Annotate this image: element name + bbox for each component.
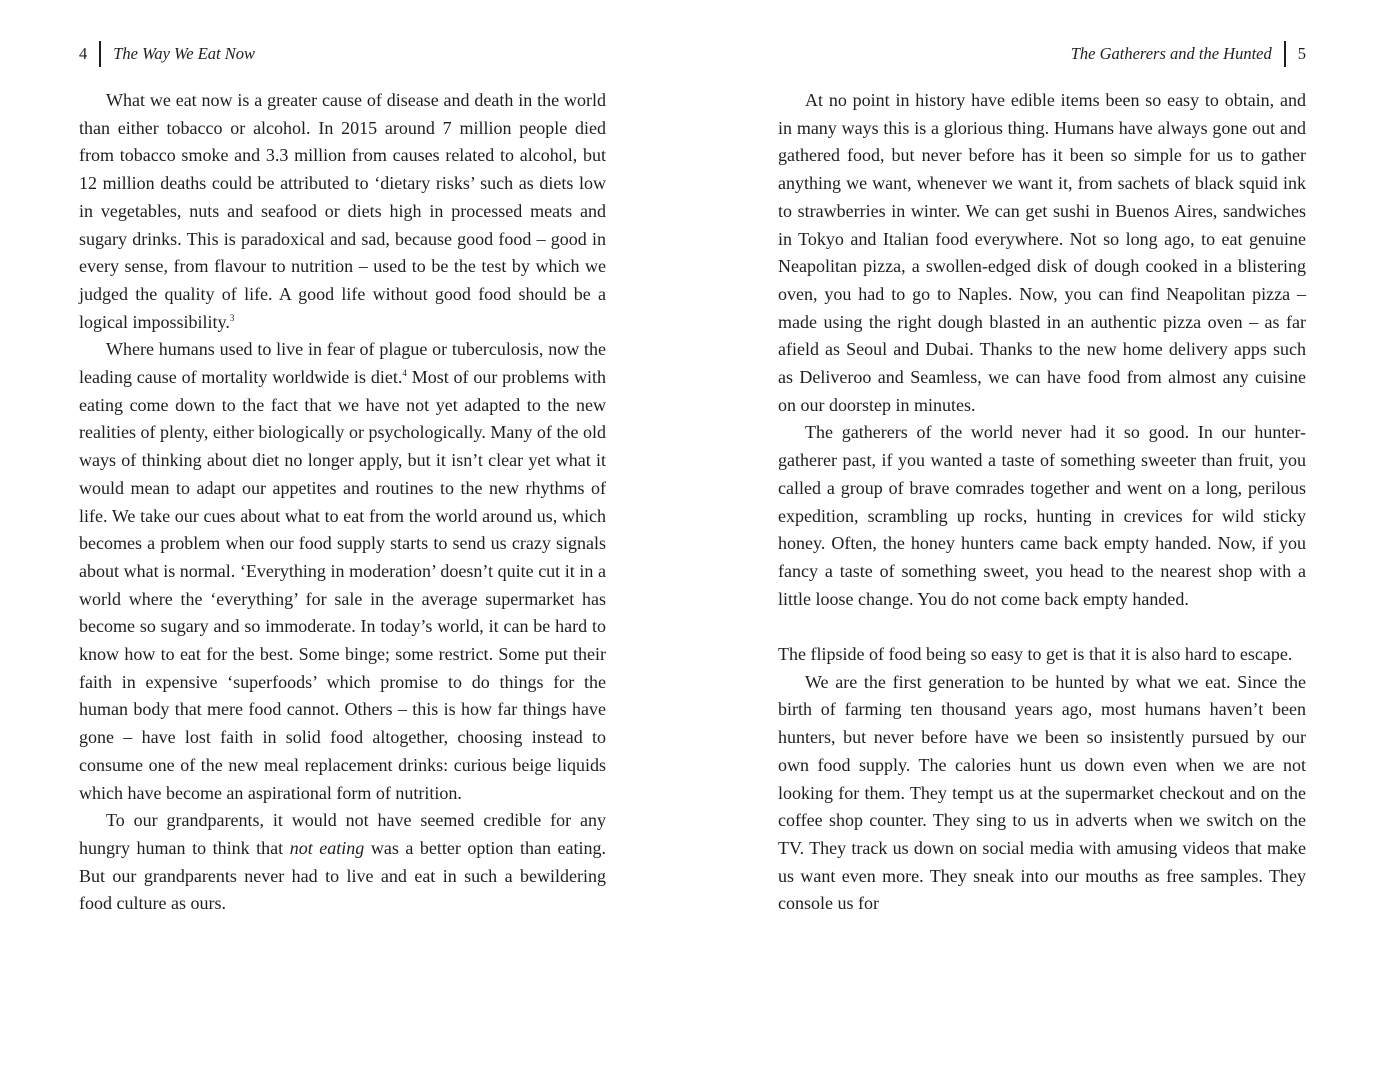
right-page-number: 5 <box>1297 44 1306 63</box>
right-page-body <box>778 87 1306 918</box>
paragraph <box>79 336 606 807</box>
left-running-head <box>79 40 606 68</box>
paragraph-text: Where humans used to live in fear of plague or tuberculosis, now the leading cause of mortality worldwide is diet. <box>79 339 606 388</box>
paragraph: The gatherers of the world never had it so good. In our hunter-gatherer past, if you wanted a taste of something sweeter than fruit, you called a group of brave comrades together and went on a long, perilous expedition, scrambling up rocks, hunting in crevices for wild sticky honey. Often, the honey hunters came back empty handed. Now, if you fancy a taste of something sweet, you head to the nearest shop with a little loose change. You do not come back empty handed. <box>778 422 1306 609</box>
paragraph: The flipside of food being so easy to get is that it is also hard to escape. <box>778 644 1293 665</box>
section-break <box>778 613 1306 641</box>
emphasis-text: not eating <box>289 837 365 858</box>
footnote-marker: 3 <box>229 312 235 323</box>
paragraph: We are the first generation to be hunted by what we eat. Since the birth of farming ten thousand years ago, most humans haven’t been hunters, but never before have we been so insistently pursued by our own food supply. The calories hunt us down even when we are not looking for them. They tempt us at the supermarket checkout and on the coffee shop counter. They sing to us in adverts when we switch on the TV. They track us down on social media with amusing videos that make us want even more. They sneak into our mouths as free samples. They console us for <box>778 671 1306 914</box>
paragraph: At no point in history have edible items been so easy to obtain, and in many ways this is a glorious thing. Humans have always gone out and gathered food, but never before has it been so simple for us to gather anything we want, whenever we want it, from sachets of black squid ink to strawberries in winter. We can get sushi in Buenos Aires, sandwiches in Tokyo and Italian food everywhere. Not so long ago, to eat genuine Neapolitan pizza, a swollen-edged disk of dough cooked in a blistering oven, you had to go to Naples. Now, you can find Neapolitan pizza – made using the right dough blasted in an authentic pizza oven – as far afield as Seoul and Dubai. Thanks to the new home delivery apps such as Deliveroo and Seamless, we can have food from almost any cuisine on our doorstep in minutes. <box>778 90 1306 415</box>
left-page-body <box>79 87 606 918</box>
header-divider <box>99 41 101 67</box>
header-divider <box>1284 41 1286 67</box>
left-running-title: The Way We Eat Now <box>113 44 256 63</box>
right-page <box>778 0 1306 1080</box>
paragraph-text: Most of our problems with eating come down to the fact that we have not yet adapted to the new realities of plenty, either biologically or psychologically. Many of the old ways of thinking about diet no longer apply, but it isn’t clear yet what it would mean to adapt our appetites and routines to the new rhythms of life. We take our cues about what to eat from the world around us, which becomes a problem when our food supply starts to send us crazy signals about what is normal. ‘Everything in moderation’ doesn’t quite cut it in a world where the ‘everything’ for sale in the average supermarket has become so sugary and so immoderate. In today’s world, it can be hard to know how to eat for the best. Some binge; some restrict. Some put their faith in expensive ‘superfoods’ which promise to do things for the human body that mere food cannot. Others – this is how far things have gone – have lost faith in solid food altogether, choosing instead to consume one of the new meal replacement drinks: curious beige liquids which have become an aspirational form of nutrition. <box>79 367 606 803</box>
paragraph <box>79 807 606 918</box>
footnote-marker: 4 <box>402 368 407 379</box>
right-running-title: The Gatherers and the Hunted <box>1070 44 1272 63</box>
left-page <box>79 0 606 1080</box>
paragraph-text: was a better option than eating. But our grandparents never had to live and eat in such a bewildering food culture as ours. <box>79 837 607 914</box>
paragraph-text: What we eat now is a greater cause of disease and death in the world than either tobacco or alcohol. In 2015 around 7 million people died from tobacco smoke and 3.3 million from causes related to alcohol, but 12 million deaths could be attributed to ‘dietary risks’ such as diets low in vegetables, nuts and seafood or diets high in processed meats and sugary drinks. This is paradoxical and sad, because good food – good in every sense, from flavour to nutrition – used to be the test by which we judged the quality of life. A good life without good food should be a logical impossibility. <box>79 90 606 332</box>
right-running-head <box>778 40 1306 68</box>
paragraph <box>79 87 606 336</box>
left-page-number: 4 <box>79 44 88 63</box>
paragraph-text: To our grandparents, it would not have seemed credible for any hungry human to think that <box>79 810 606 858</box>
